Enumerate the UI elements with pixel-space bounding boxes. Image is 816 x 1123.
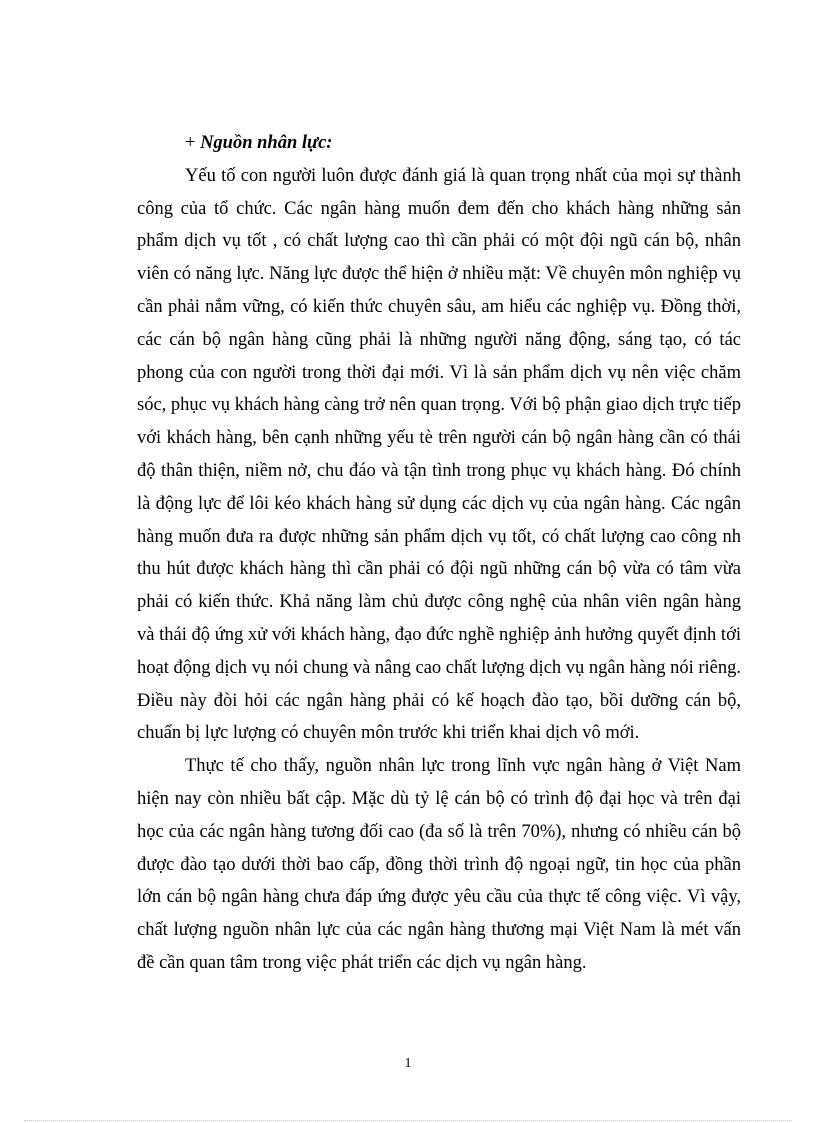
page-number: 1 [404,1056,412,1071]
page-bottom-divider [24,1120,792,1121]
paragraph-human-resources: Yếu tố con người luôn được đánh giá là quan trọng nhất của mọi sự thành công của tổ chức. Các ngân hàng muốn đem đến cho khách hàng những sản phẩm dịch vụ tốt , có chất lượng cao thì cần phải có một đội ngũ cán bộ, nhân viên có năng lực. Năng lực được thể hiện ở nhiều mặt: Về chuyên môn nghiệp vụ cần phải nắm vững, có kiến thức chuyên sâu, am hiểu các nghiệp vụ. Đồng thời, các cán bộ ngân hàng cũng phải là những người năng động, sáng tạo, có tác phong của con người trong thời đại mới. Vì là sản phẩm dịch vụ nên việc chăm sóc, phục vụ khách hàng càng trở nên quan trọng. Với bộ phận giao dịch trực tiếp với khách hàng, bên cạnh những yếu tè trên người cán bộ ngân hàng cần có thái độ thân thiện, niềm nở, chu đáo và tận tình trong phục vụ khách hàng. Đó chính là động lực để lôi kéo khách hàng sử dụng các dịch vụ của ngân hàng. Các ngân hàng muốn đưa ra được những sản phẩm dịch vụ tốt, có chất lượng cao công nh thu hút được khách hàng thì cần phải có đội ngũ những cán bộ vừa có tâm vừa phải có kiến thức. Khả năng làm chủ được công nghệ của nhân viên ngân hàng và thái độ ứng xử với khách hàng, đạo đức nghề nghiệp ảnh hưởng quyết định tới hoạt động dịch vụ nói chung và nâng cao chất lượng dịch vụ ngân hàng nói riêng. Điều này đòi hỏi các ngân hàng phải có kế hoạch đào tạo, bồi dưỡng cán bộ, chuẩn bị lực lượng có chuyên môn trước khi triển khai dịch vô mới. [137,165,741,744]
heading-title: Nguồn nhân lực: [200,133,333,153]
document-body [137,127,741,980]
paragraph-reality: Thực tế cho thấy, nguồn nhân lực trong lĩnh vực ngân hàng ở Việt Nam hiện nay còn nhiều bất cập. Mặc dù tỷ lệ cán bộ có trình độ đại học và trên đại học của các ngân hàng tương đối cao (đa số là trên 70%), nhưng có nhiều cán bộ được đào tạo dưới thời bao cấp, đồng thời trình độ ngoại ngữ, tin học của phần lớn cán bộ ngân hàng chưa đáp ứng được yêu cầu của thực tế công việc. Vì vậy, chất lượng nguồn nhân lực của các ngân hàng thương mại Việt Nam là mét vấn đề cần quan tâm trong việc phát triển các dịch vụ ngân hàng. [137,756,741,973]
heading-prefix: + [185,133,196,153]
section-heading [137,127,741,160]
